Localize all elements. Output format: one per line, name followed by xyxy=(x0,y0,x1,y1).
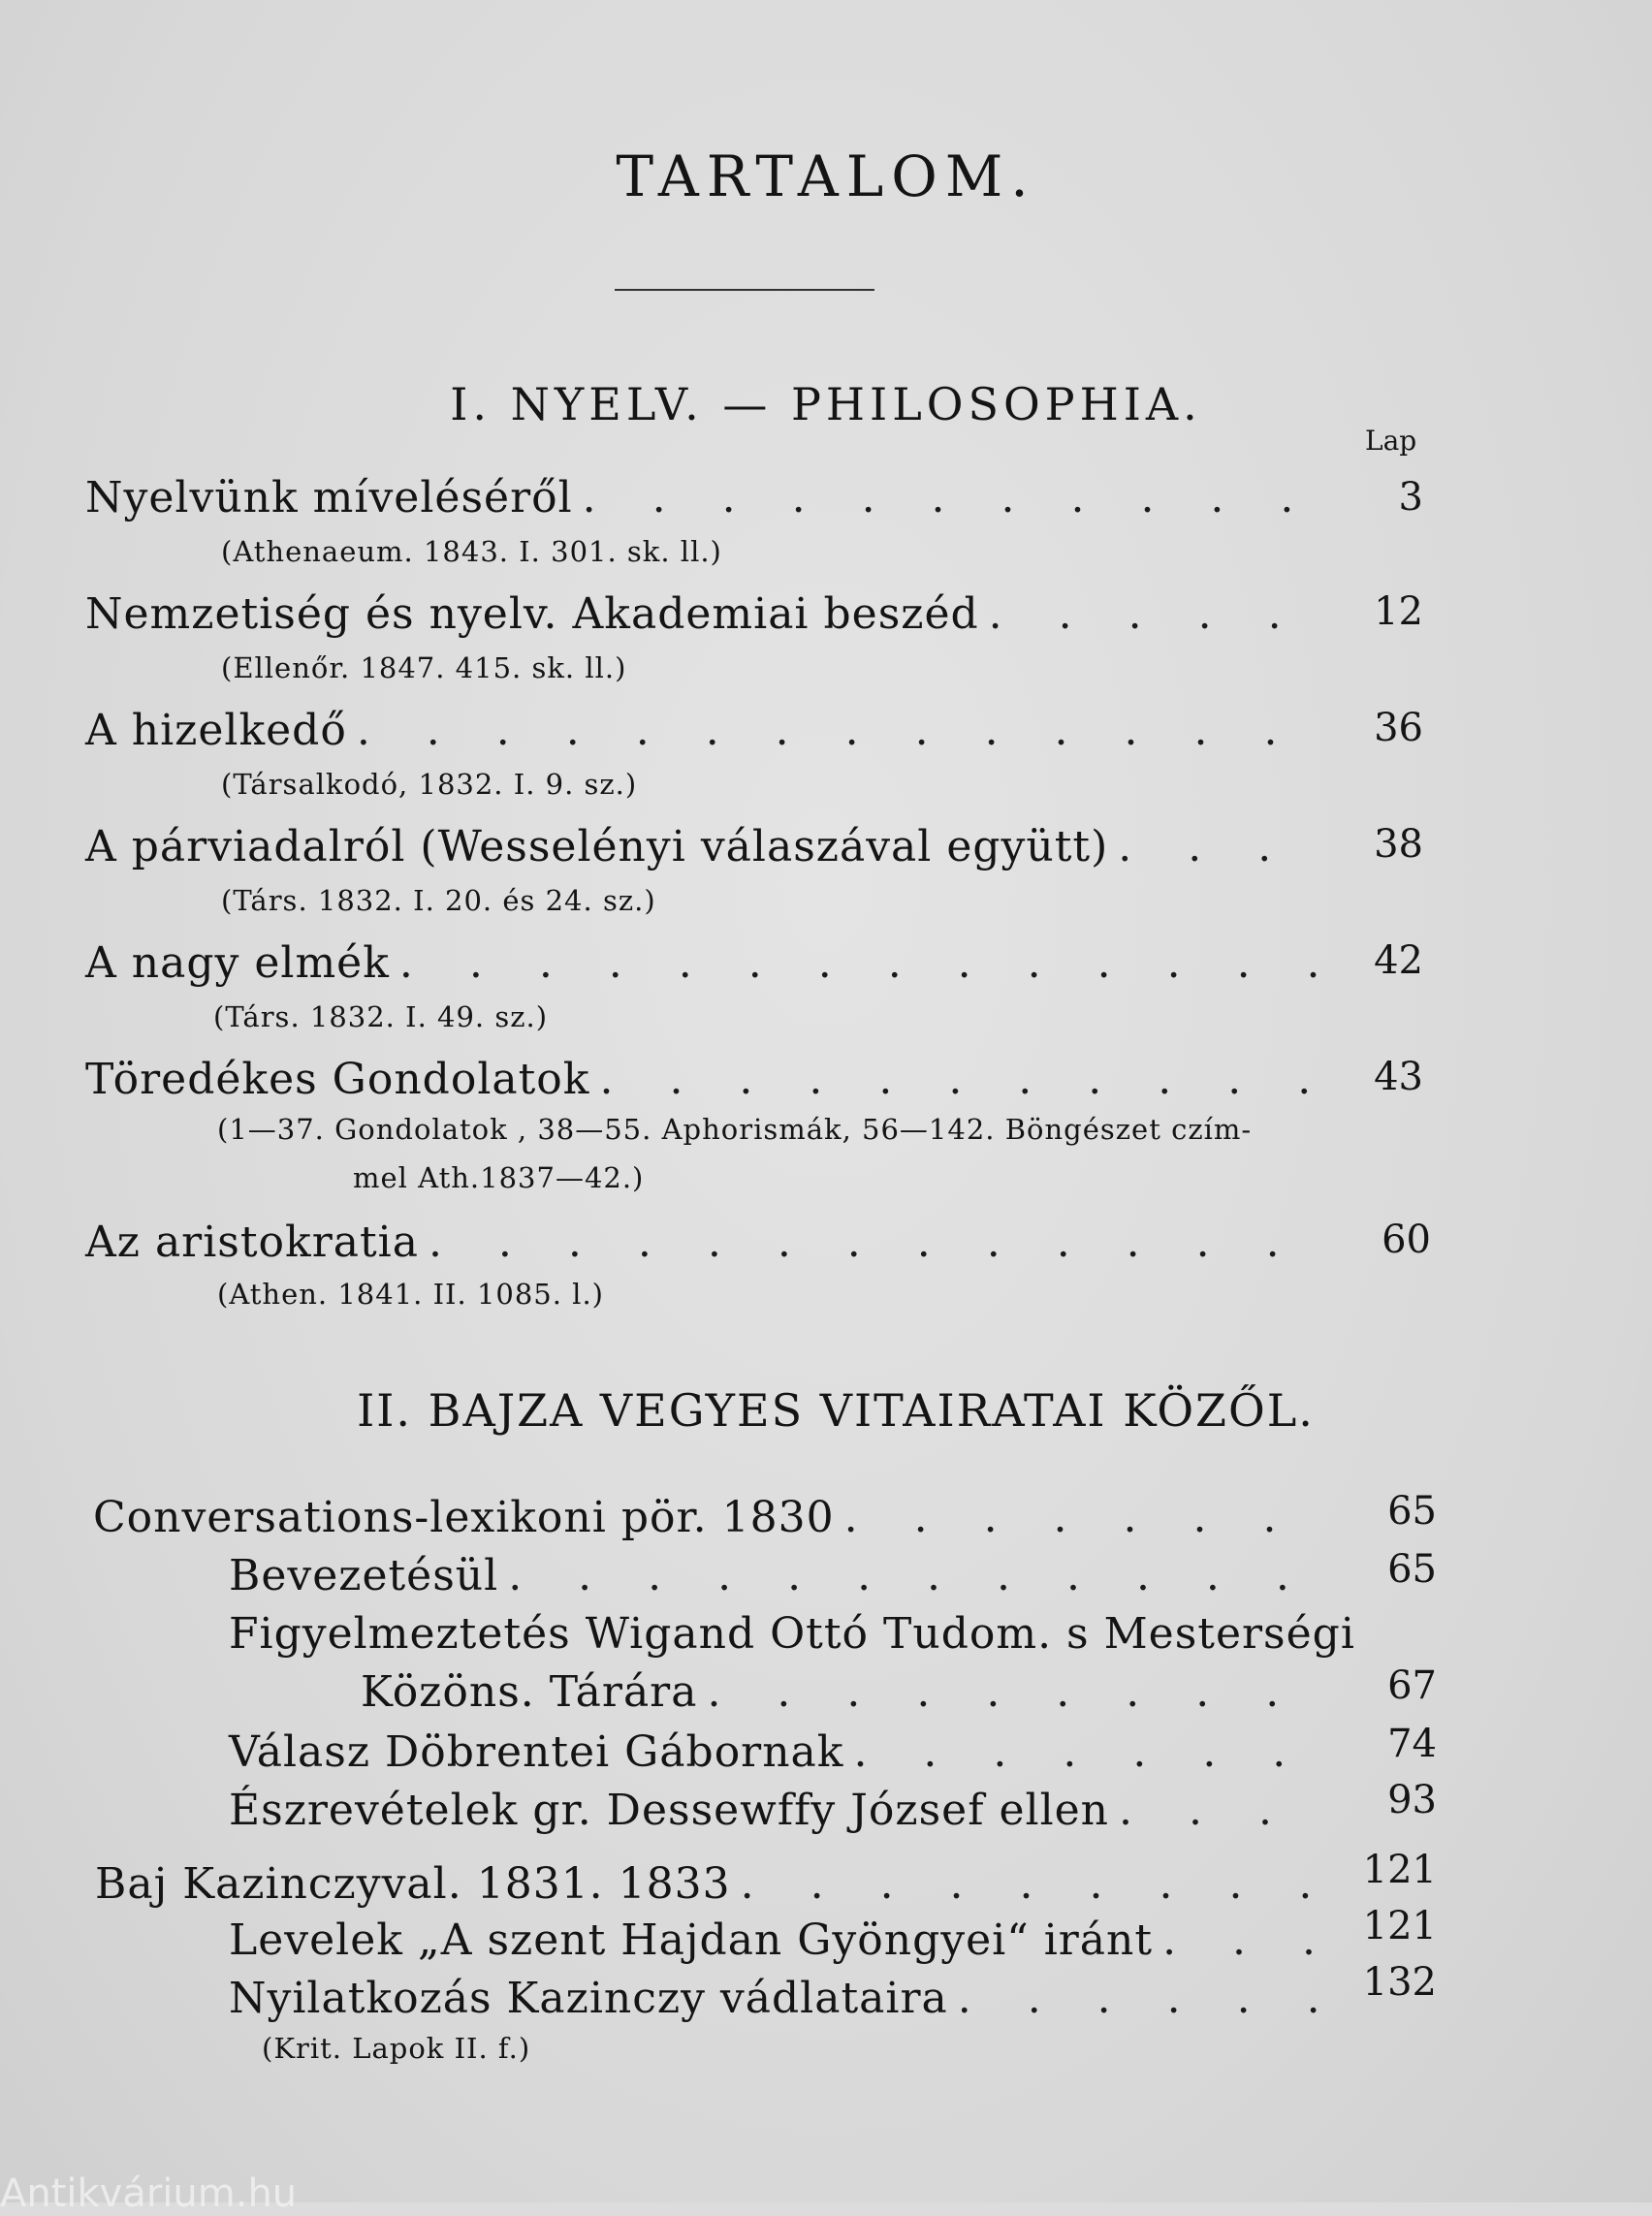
toc-entry[interactable] xyxy=(93,1493,1326,1542)
entry-page-number: 36 xyxy=(1374,706,1423,750)
entry-title: A párviadalról (Wesselényi válaszával együtt) xyxy=(85,822,1109,871)
leader-dots xyxy=(399,938,1317,988)
entry-title: Nyelvünk míveléséről xyxy=(85,473,573,522)
entry-title: Az aristokratia xyxy=(85,1218,419,1267)
toc-entry[interactable] xyxy=(229,1609,1355,1659)
entry-source: (Társ. 1832. I. 49. sz.) xyxy=(213,1000,549,1033)
toc-entry[interactable] xyxy=(85,589,1326,639)
entry-source-continued: mel Ath.1837—42.) xyxy=(353,1161,645,1194)
entry-title-continued: Közöns. Tárára xyxy=(361,1667,698,1717)
toc-entry[interactable] xyxy=(229,1786,1326,1835)
toc-entry[interactable] xyxy=(229,1915,1326,1965)
entry-source: (Társ. 1832. I. 20. és 24. sz.) xyxy=(221,884,656,917)
entry-title: Bevezetésül xyxy=(229,1551,499,1600)
toc-entry[interactable] xyxy=(95,1859,1326,1909)
leader-dots xyxy=(508,1551,1317,1600)
entry-page-number: 38 xyxy=(1374,822,1423,867)
section-heading-1: I. NYELV. — PHILOSOPHIA. xyxy=(450,378,1202,430)
leader-dots xyxy=(844,1493,1317,1542)
entry-title: A hizelkedő xyxy=(85,706,347,755)
toc-entry[interactable] xyxy=(85,706,1326,755)
entry-title: Baj Kazinczyval. 1831. 1833 xyxy=(95,1859,731,1909)
entry-source: (Athenaeum. 1843. I. 301. sk. ll.) xyxy=(221,535,722,568)
entry-page-number: 121 xyxy=(1362,1904,1437,1948)
entry-page-number: 74 xyxy=(1387,1722,1437,1766)
leader-dots xyxy=(707,1667,1317,1717)
entry-page-number: 93 xyxy=(1387,1778,1437,1822)
entry-title: Nyilatkozás Kazinczy vádlataira xyxy=(229,1974,948,2023)
title-rule xyxy=(615,289,874,291)
entry-title: Figyelmeztetés Wigand Ottó Tudom. s Mesterségi xyxy=(229,1609,1355,1659)
leader-dots xyxy=(958,1974,1317,2023)
toc-entry[interactable] xyxy=(85,1218,1326,1267)
entry-title: A nagy elmék xyxy=(85,938,390,988)
entry-page-number: 12 xyxy=(1374,589,1423,634)
entry-title: Töredékes Gondolatok xyxy=(85,1055,590,1104)
entry-page-number: 42 xyxy=(1374,938,1423,983)
toc-entry-continued[interactable] xyxy=(361,1667,1326,1717)
leader-dots xyxy=(357,706,1317,755)
watermark-text: Antikvárium.hu xyxy=(0,2171,298,2216)
entry-page-number: 43 xyxy=(1374,1055,1423,1099)
leader-dots xyxy=(741,1859,1317,1909)
entry-page-number: 65 xyxy=(1387,1489,1437,1534)
toc-entry[interactable] xyxy=(229,1974,1326,2023)
toc-entry[interactable] xyxy=(85,1055,1326,1104)
leader-dots xyxy=(429,1218,1317,1267)
entry-title: Válasz Döbrentei Gábornak xyxy=(229,1727,844,1777)
entry-page-number: 3 xyxy=(1398,475,1423,520)
entry-title: Levelek „A szent Hajdan Gyöngyei“ iránt xyxy=(229,1915,1154,1965)
toc-entry[interactable] xyxy=(85,822,1326,871)
toc-entry[interactable] xyxy=(85,938,1326,988)
entry-title: Észrevételek gr. Dessewffy József ellen xyxy=(229,1786,1110,1835)
entry-source: (Krit. Lapok II. f.) xyxy=(262,2032,531,2065)
leader-dots xyxy=(1119,1786,1317,1835)
entry-page-number: 60 xyxy=(1382,1218,1431,1262)
entry-page-number: 121 xyxy=(1362,1848,1437,1892)
entry-source: (Ellenőr. 1847. 415. sk. ll.) xyxy=(221,651,627,684)
leader-dots xyxy=(989,589,1317,639)
entry-source: (Társalkodó, 1832. I. 9. sz.) xyxy=(221,768,638,801)
toc-entry[interactable] xyxy=(229,1551,1326,1600)
leader-dots xyxy=(1162,1915,1317,1965)
page-title: TARTALOM. xyxy=(616,143,1036,209)
toc-entry[interactable] xyxy=(229,1727,1326,1777)
leader-dots xyxy=(583,473,1317,522)
entry-title: Nemzetiség és nyelv. Akademiai beszéd xyxy=(85,589,979,639)
entry-source: (1—37. Gondolatok , 38—55. Aphorismák, 56—142. Böngészet czím- xyxy=(217,1113,1253,1146)
page-column-label: Lap xyxy=(1365,425,1417,457)
entry-page-number: 65 xyxy=(1387,1547,1437,1592)
entry-title: Conversations-lexikoni pör. 1830 xyxy=(93,1493,835,1542)
section-heading-2: II. BAJZA VEGYES VITAIRATAI KÖZŐL. xyxy=(357,1384,1315,1437)
entry-page-number: 132 xyxy=(1362,1960,1437,2005)
entry-page-number: 67 xyxy=(1387,1663,1437,1708)
entry-source: (Athen. 1841. II. 1085. l.) xyxy=(217,1278,604,1311)
toc-entry[interactable] xyxy=(85,473,1326,522)
leader-dots xyxy=(853,1727,1317,1777)
leader-dots xyxy=(599,1055,1317,1104)
leader-dots xyxy=(1118,822,1317,871)
